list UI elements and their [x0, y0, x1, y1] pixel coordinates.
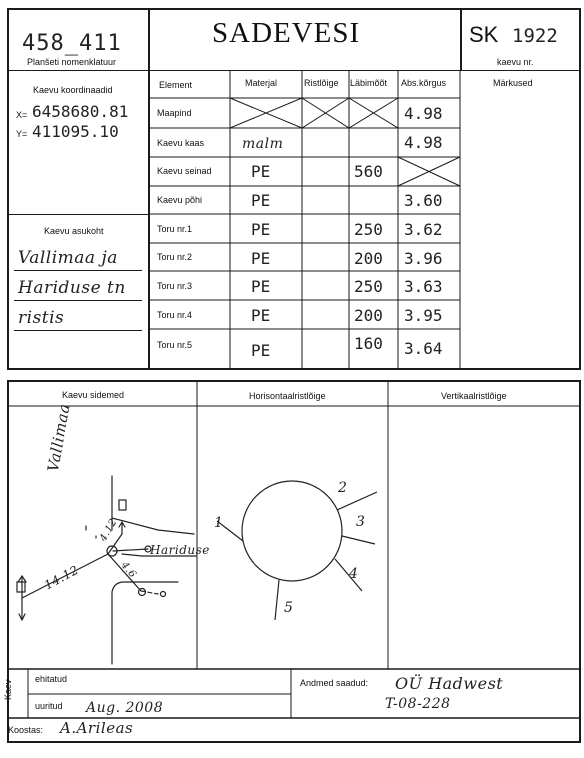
- street-vallimaa: Vallimaa: [44, 402, 74, 474]
- row-material: malm: [242, 136, 284, 152]
- footer-side-label: Kaev: [3, 679, 13, 700]
- well-number: 1922: [512, 25, 558, 47]
- y-prefix: Y=: [16, 129, 28, 139]
- row-element: Toru nr.2: [157, 252, 193, 262]
- well-number-label: kaevu nr.: [497, 57, 534, 67]
- row-material: PE: [251, 191, 271, 210]
- well-outline: [242, 481, 342, 581]
- distance-lower: 4.6: [118, 560, 139, 581]
- coordinates-label: Kaevu koordinaadid: [33, 85, 113, 95]
- header-element: Element: [159, 80, 193, 90]
- row-material: PE: [251, 341, 271, 360]
- location-line-1-text: Vallimaa ja: [18, 248, 118, 268]
- built-label: ehitatud: [35, 674, 68, 684]
- row-element: Kaevu põhi: [157, 195, 203, 205]
- section-vertical-label: Vertikaalristlõige: [441, 391, 507, 401]
- x-value: 6458680.81: [32, 102, 129, 121]
- row-diameter: 200: [354, 249, 383, 268]
- location-label: Kaevu asukoht: [44, 226, 104, 236]
- header-remarks: Märkused: [493, 78, 533, 88]
- location-line-3-text: ristis: [18, 308, 65, 328]
- row-diameter: 250: [354, 220, 383, 239]
- nomenclature-label: Planšeti nomenklatuur: [27, 57, 117, 67]
- pipe-label-1: 1: [214, 515, 224, 531]
- row-diameter: 160: [354, 334, 383, 353]
- street-hariduse: Hariduse: [150, 543, 210, 557]
- header-material: Materjal: [245, 78, 278, 88]
- pipe-5: [275, 580, 279, 620]
- row-element: Toru nr.5: [157, 340, 193, 350]
- pipe-label-3: 3: [356, 514, 366, 530]
- pipe-line: [141, 591, 158, 594]
- nomenclature-value: 458_411: [22, 31, 122, 56]
- horizontal-section: [197, 406, 388, 669]
- surveyed-value: Aug. 2008: [86, 700, 164, 716]
- row-material: PE: [251, 220, 271, 239]
- data-from-value: OÜ Hadwest: [395, 674, 504, 693]
- row-element: Kaevu kaas: [157, 138, 205, 148]
- surveyed-label: uuritud: [35, 701, 63, 711]
- data-from-label: Andmed saadud:: [300, 678, 369, 688]
- row-height: 3.62: [404, 220, 443, 239]
- row-diameter: 560: [354, 162, 383, 181]
- footer-bottom-line: [7, 741, 581, 742]
- location-line-2-text: Hariduse tn: [18, 278, 126, 298]
- header-abs-height: Abs.kõrgus: [401, 78, 447, 88]
- pipe-label-2: 2: [338, 480, 348, 496]
- y-value: 411095.10: [32, 122, 119, 141]
- row-material: PE: [251, 277, 271, 296]
- pipe-line: [113, 549, 148, 551]
- row-height: 4.98: [404, 133, 443, 152]
- data-ref: T-08-228: [385, 696, 451, 712]
- author-value: A.Arileas: [60, 719, 134, 737]
- distance-upper: 4.12: [98, 516, 120, 544]
- x-prefix: X=: [16, 110, 28, 120]
- section-connections-label: Kaevu sidemed: [62, 390, 125, 400]
- page-title: SADEVESI: [212, 17, 361, 49]
- row-element: Toru nr.1: [157, 224, 193, 234]
- row-height: 4.98: [404, 104, 443, 123]
- row-material: PE: [251, 249, 271, 268]
- row-element: Kaevu seinad: [157, 166, 212, 176]
- author-label: Koostas:: [8, 725, 44, 735]
- row-material: PE: [251, 162, 271, 181]
- pipe-label-5: 5: [284, 600, 294, 616]
- row-height: 3.60: [404, 191, 443, 210]
- header-diameter: Läbimõõt: [350, 78, 388, 88]
- header-cross-section: Ristlõige: [304, 78, 339, 88]
- row-diameter: 250: [354, 277, 383, 296]
- row-element: Toru nr.3: [157, 281, 193, 291]
- row-height: 3.64: [404, 339, 443, 358]
- row-height: 3.63: [404, 277, 443, 296]
- row-height: 3.95: [404, 306, 443, 325]
- row-height: 3.96: [404, 249, 443, 268]
- row-material: PE: [251, 306, 271, 325]
- row-diameter: 200: [354, 306, 383, 325]
- section-horizontal-label: Horisontaalristlõige: [249, 391, 326, 401]
- pipe-3: [342, 536, 375, 544]
- row-element: Maapind: [157, 108, 192, 118]
- row-element: Toru nr.4: [157, 310, 193, 320]
- well-code: SK: [469, 22, 499, 47]
- distance-main: 14.12: [42, 562, 82, 593]
- pipe-label-4: 4: [349, 566, 359, 582]
